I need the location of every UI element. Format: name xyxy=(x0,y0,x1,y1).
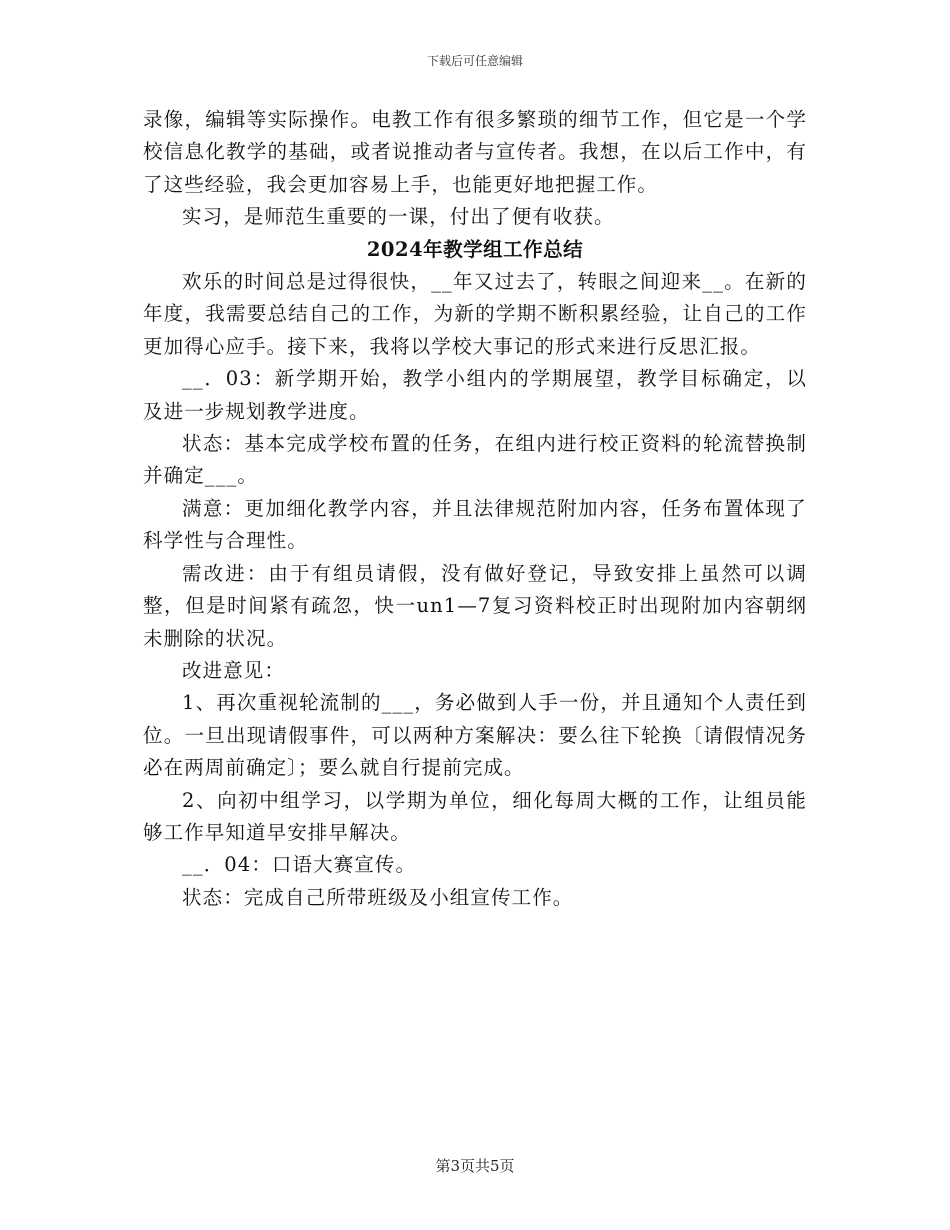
paragraph-continued: 录像，编辑等实际操作。电教工作有很多繁琐的细节工作，但它是一个学校信息化教学的基础，或者说推动者与宣传者。我想，在以后工作中，有了这些经验，我会更加容易上手，也能更好地把握工作。 xyxy=(143,108,807,196)
section-title: 2024年教学组工作总结 xyxy=(366,237,584,261)
paragraph: 满意：更加细化教学内容，并且法律规范附加内容，任务布置体现了科学性与合理性。 xyxy=(143,496,807,553)
paragraph: 2、向初中组学习，以学期为单位，细化每周大概的工作，让组员能够工作早知道早安排早解决。 xyxy=(143,788,807,844)
document-body xyxy=(143,104,807,914)
paragraph: __．04：口语大赛宣传。 xyxy=(182,853,417,877)
paragraph: __．03：新学期开始，教学小组内的学期展望，教学目标确定，以及进一步规划教学进度。 xyxy=(143,367,807,423)
paragraph: 状态：完成自己所带班级及小组宣传工作。 xyxy=(182,885,574,909)
paragraph: 需改进：由于有组员请假，没有做好登记，导致安排上虽然可以调整，但是时间紧有疏忽，快一un1—7复习资料校正时出现附加内容朝纲未删除的状况。 xyxy=(143,561,807,650)
paragraph: 1、再次重视轮流制的___，务必做到人手一份，并且通知个人责任到位。一旦出现请假事件，可以两种方案解决：要么往下轮换〔请假情况务必在两周前确定〕；要么就自行提前完成。 xyxy=(143,691,807,780)
page-header: 下载后可任意编辑 xyxy=(426,54,523,68)
paragraph: 改进意见： xyxy=(182,658,286,682)
paragraph: 欢乐的时间总是过得很快，__年又过去了，转眼之间迎来__。在新的年度，我需要总结自己的工作，为新的学期不断积累经验，让自己的工作更加得心应手。接下来，我将以学校大事记的形式来进行反思汇报。 xyxy=(143,270,807,358)
paragraph: 状态：基本完成学校布置的任务，在组内进行校正资料的轮流替换制并确定___。 xyxy=(143,432,807,488)
page-footer: 第3页共5页 xyxy=(435,1157,515,1175)
paragraph: 实习，是师范生重要的一课，付出了便有收获。 xyxy=(182,205,615,229)
